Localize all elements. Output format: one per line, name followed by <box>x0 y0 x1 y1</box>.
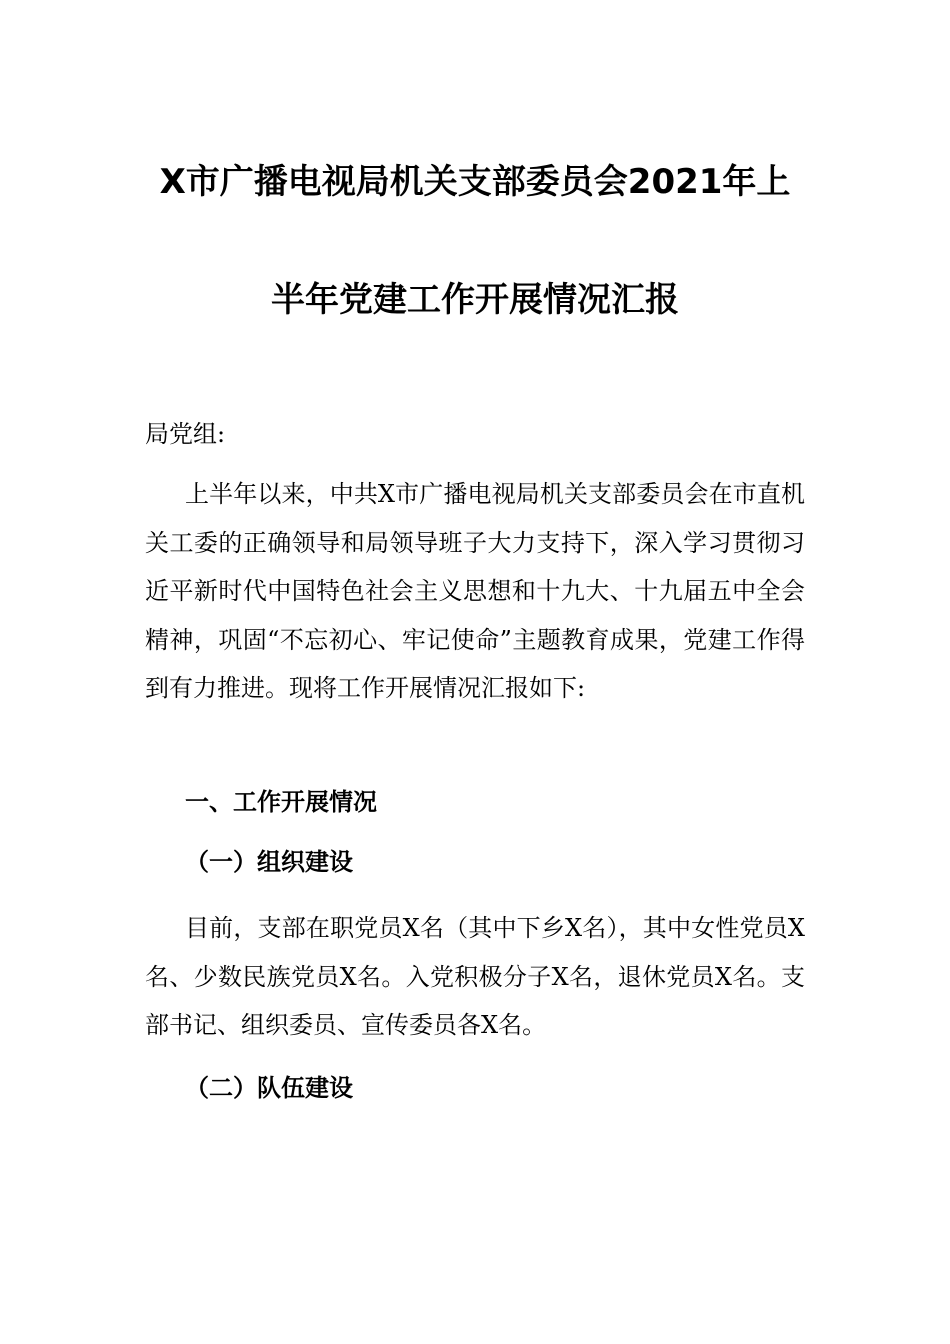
intro-paragraph: 上半年以来，中共X市广播电视局机关支部委员会在市直机关工委的正确领导和局领导班子大力支持下，深入学习贯彻习近平新时代中国特色社会主义思想和十九大、十九届五中全会精神，巩固“不忘初心、牢记使命”主题教育成果，党建工作得到有力推进。现将工作开展情况汇报如下: <box>145 480 805 702</box>
subsection-heading-team: （二）队伍建设 <box>185 1074 353 1102</box>
organization-paragraph: 目前，支部在职党员X名（其中下乡X名），其中女性党员X名、少数民族党员X名。入党积极分子X名，退休党员X名。支部书记、组织委员、宣传委员各X名。 <box>145 914 805 1039</box>
section-heading-work-status: 一、工作开展情况 <box>185 788 377 816</box>
document-title-line-1: X市广播电视局机关支部委员会2021年上 <box>159 162 791 202</box>
document-title-line-2: 半年党建工作开展情况汇报 <box>271 280 679 320</box>
salutation: 局党组: <box>145 420 226 448</box>
subsection-heading-organization: （一）组织建设 <box>185 848 353 876</box>
